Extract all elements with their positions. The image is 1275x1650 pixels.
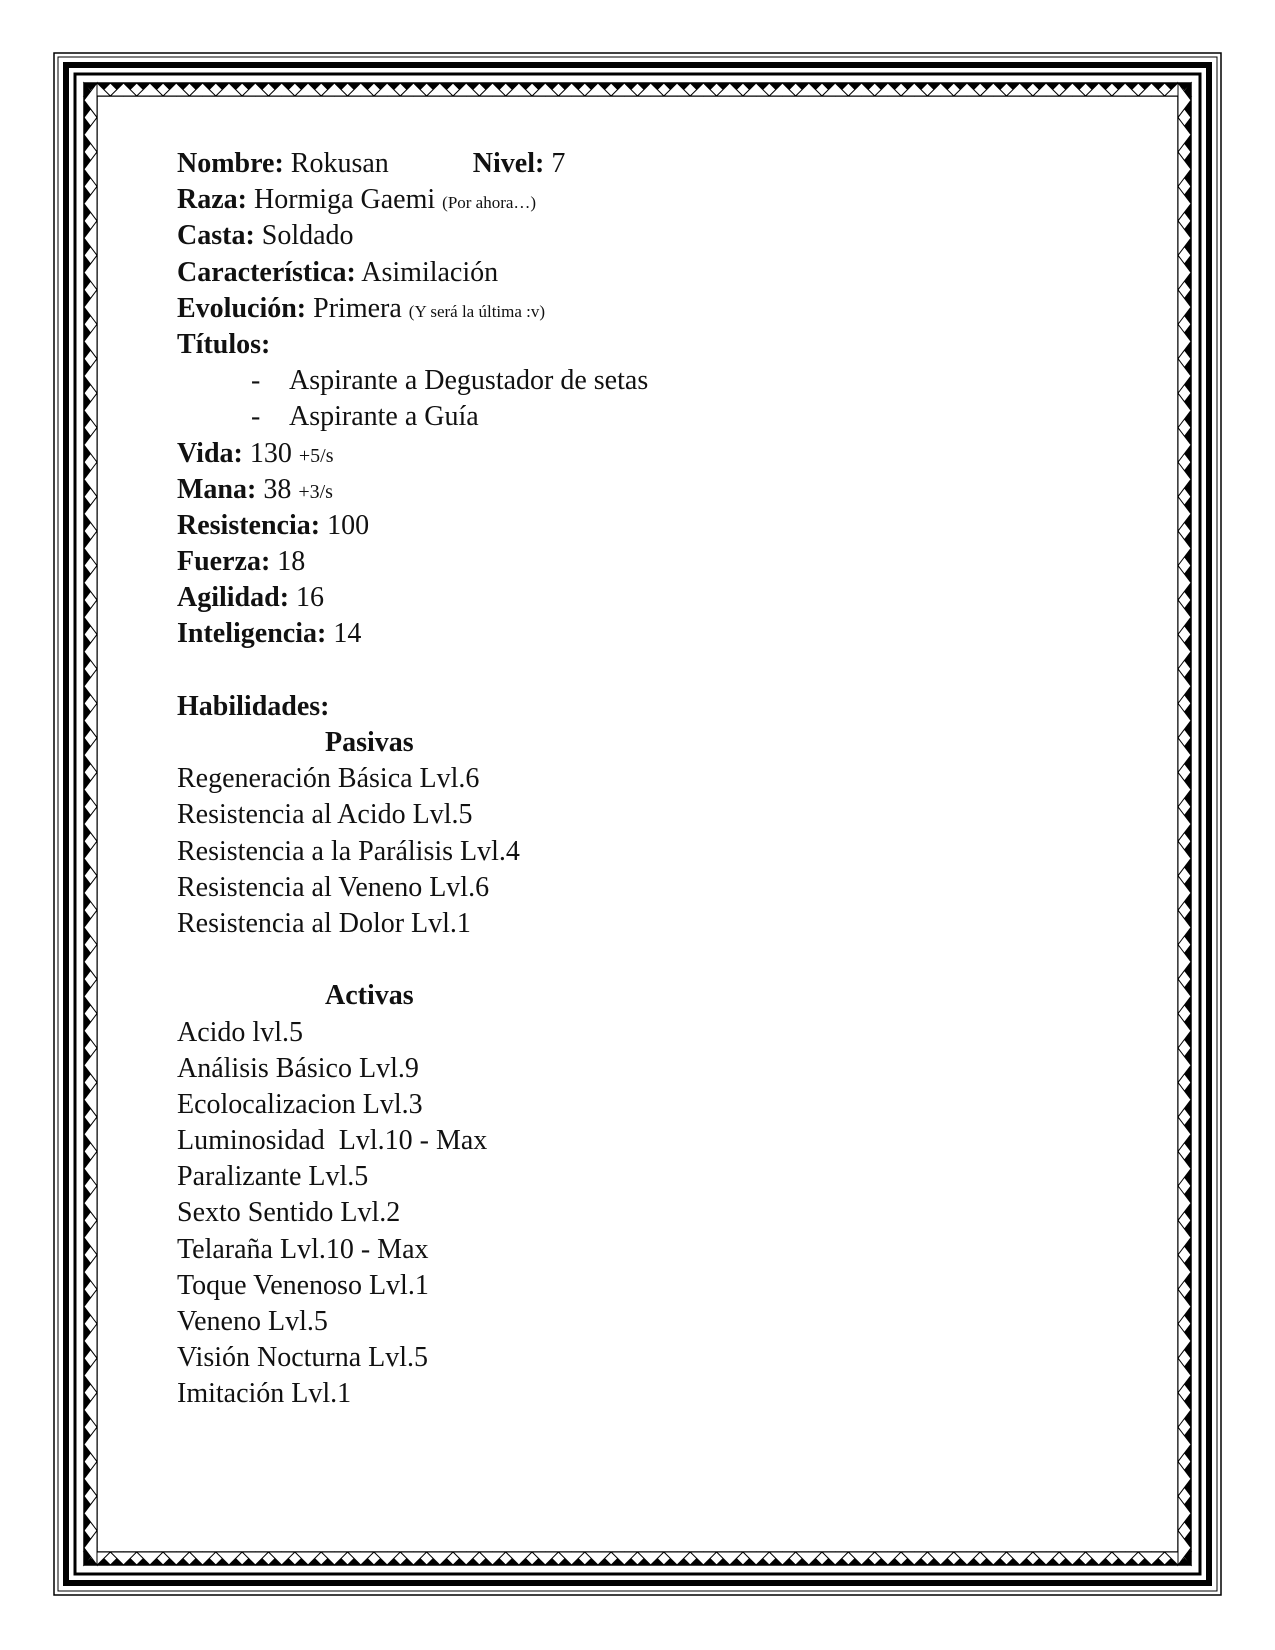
activa-item: Veneno Lvl.5 xyxy=(177,1306,328,1337)
nombre-value: Rokusan xyxy=(290,148,389,179)
fuerza-row xyxy=(177,544,1077,580)
evolucion-value: Primera xyxy=(313,292,402,324)
titulos-row xyxy=(177,327,1077,363)
fuerza-label: Fuerza: xyxy=(177,546,271,578)
nivel-label: Nivel: xyxy=(472,148,545,179)
fuerza-value: 18 xyxy=(277,546,306,578)
mana-value: 38 xyxy=(263,473,292,505)
resistencia-label: Resistencia: xyxy=(177,509,321,541)
raza-row xyxy=(177,182,1077,218)
activa-item: Toque Venenoso Lvl.1 xyxy=(177,1269,429,1301)
caracteristica-label: Característica: xyxy=(177,256,356,288)
activa-item: Telaraña Lvl.10 - Max xyxy=(177,1233,429,1265)
activa-item: Ecolocalizacion Lvl.3 xyxy=(177,1088,423,1120)
pasiva-item: Resistencia al Acido Lvl.5 xyxy=(177,799,473,831)
pasiva-item: Resistencia a la Parálisis Lvl.4 xyxy=(177,835,520,867)
nivel-value: 7 xyxy=(551,148,566,179)
casta-row xyxy=(177,218,1077,254)
pasiva-item: Regeneración Básica Lvl.6 xyxy=(177,763,480,795)
inteligencia-row xyxy=(177,616,1077,652)
titulos-label: Títulos: xyxy=(177,328,271,360)
habilidades-heading: Habilidades: xyxy=(177,690,330,722)
pasivas-heading: Pasivas xyxy=(325,727,414,758)
raza-note: (Por ahora…) xyxy=(442,193,537,213)
agilidad-value: 16 xyxy=(296,582,325,614)
activa-item: Visión Nocturna Lvl.5 xyxy=(177,1342,429,1374)
pasiva-item: Resistencia al Veneno Lvl.6 xyxy=(177,871,490,903)
activa-item: Paralizante Lvl.5 xyxy=(177,1161,369,1193)
activa-item: Sexto Sentido Lvl.2 xyxy=(177,1197,401,1229)
resistencia-row xyxy=(177,508,1077,544)
vida-label: Vida: xyxy=(177,437,243,469)
titulo-item: - Aspirante a Guía xyxy=(251,401,479,433)
activa-item: Análisis Básico Lvl.9 xyxy=(177,1052,419,1084)
raza-label: Raza: xyxy=(177,184,247,216)
nombre-nivel-row xyxy=(177,146,1077,182)
nombre-label: Nombre: xyxy=(177,148,284,179)
mana-regen: +3/s xyxy=(298,480,333,503)
agilidad-label: Agilidad: xyxy=(177,582,290,614)
casta-label: Casta: xyxy=(177,220,255,252)
caracteristica-value: Asimilación xyxy=(361,256,499,288)
titulo-text: Aspirante a Degustador de setas xyxy=(289,365,649,397)
raza-value: Hormiga Gaemi xyxy=(253,184,436,216)
titulo-text: Aspirante a Guía xyxy=(289,401,479,433)
mana-label: Mana: xyxy=(177,473,257,505)
evolucion-note: (Y será la última :v) xyxy=(408,301,546,321)
mana-row xyxy=(177,472,1077,508)
caracteristica-row xyxy=(177,255,1077,291)
evolucion-row xyxy=(177,291,1077,327)
vida-regen: +5/s xyxy=(298,444,334,467)
pasiva-item: Resistencia al Dolor Lvl.1 xyxy=(177,907,471,939)
casta-value: Soldado xyxy=(261,220,354,252)
activas-heading: Activas xyxy=(325,980,414,1012)
activa-item: Luminosidad Lvl.10 - Max xyxy=(177,1125,488,1157)
resistencia-value: 100 xyxy=(327,509,370,541)
vida-row xyxy=(177,436,1077,472)
titulo-item: - Aspirante a Degustador de setas xyxy=(251,365,649,397)
inteligencia-label: Inteligencia: xyxy=(177,618,327,650)
character-sheet xyxy=(177,146,1077,1413)
inteligencia-value: 14 xyxy=(333,618,362,650)
activa-item: Acido lvl.5 xyxy=(177,1016,303,1048)
vida-value: 130 xyxy=(249,437,292,469)
evolucion-label: Evolución: xyxy=(177,292,307,324)
agilidad-row xyxy=(177,580,1077,616)
activa-item: Imitación Lvl.1 xyxy=(177,1378,352,1410)
